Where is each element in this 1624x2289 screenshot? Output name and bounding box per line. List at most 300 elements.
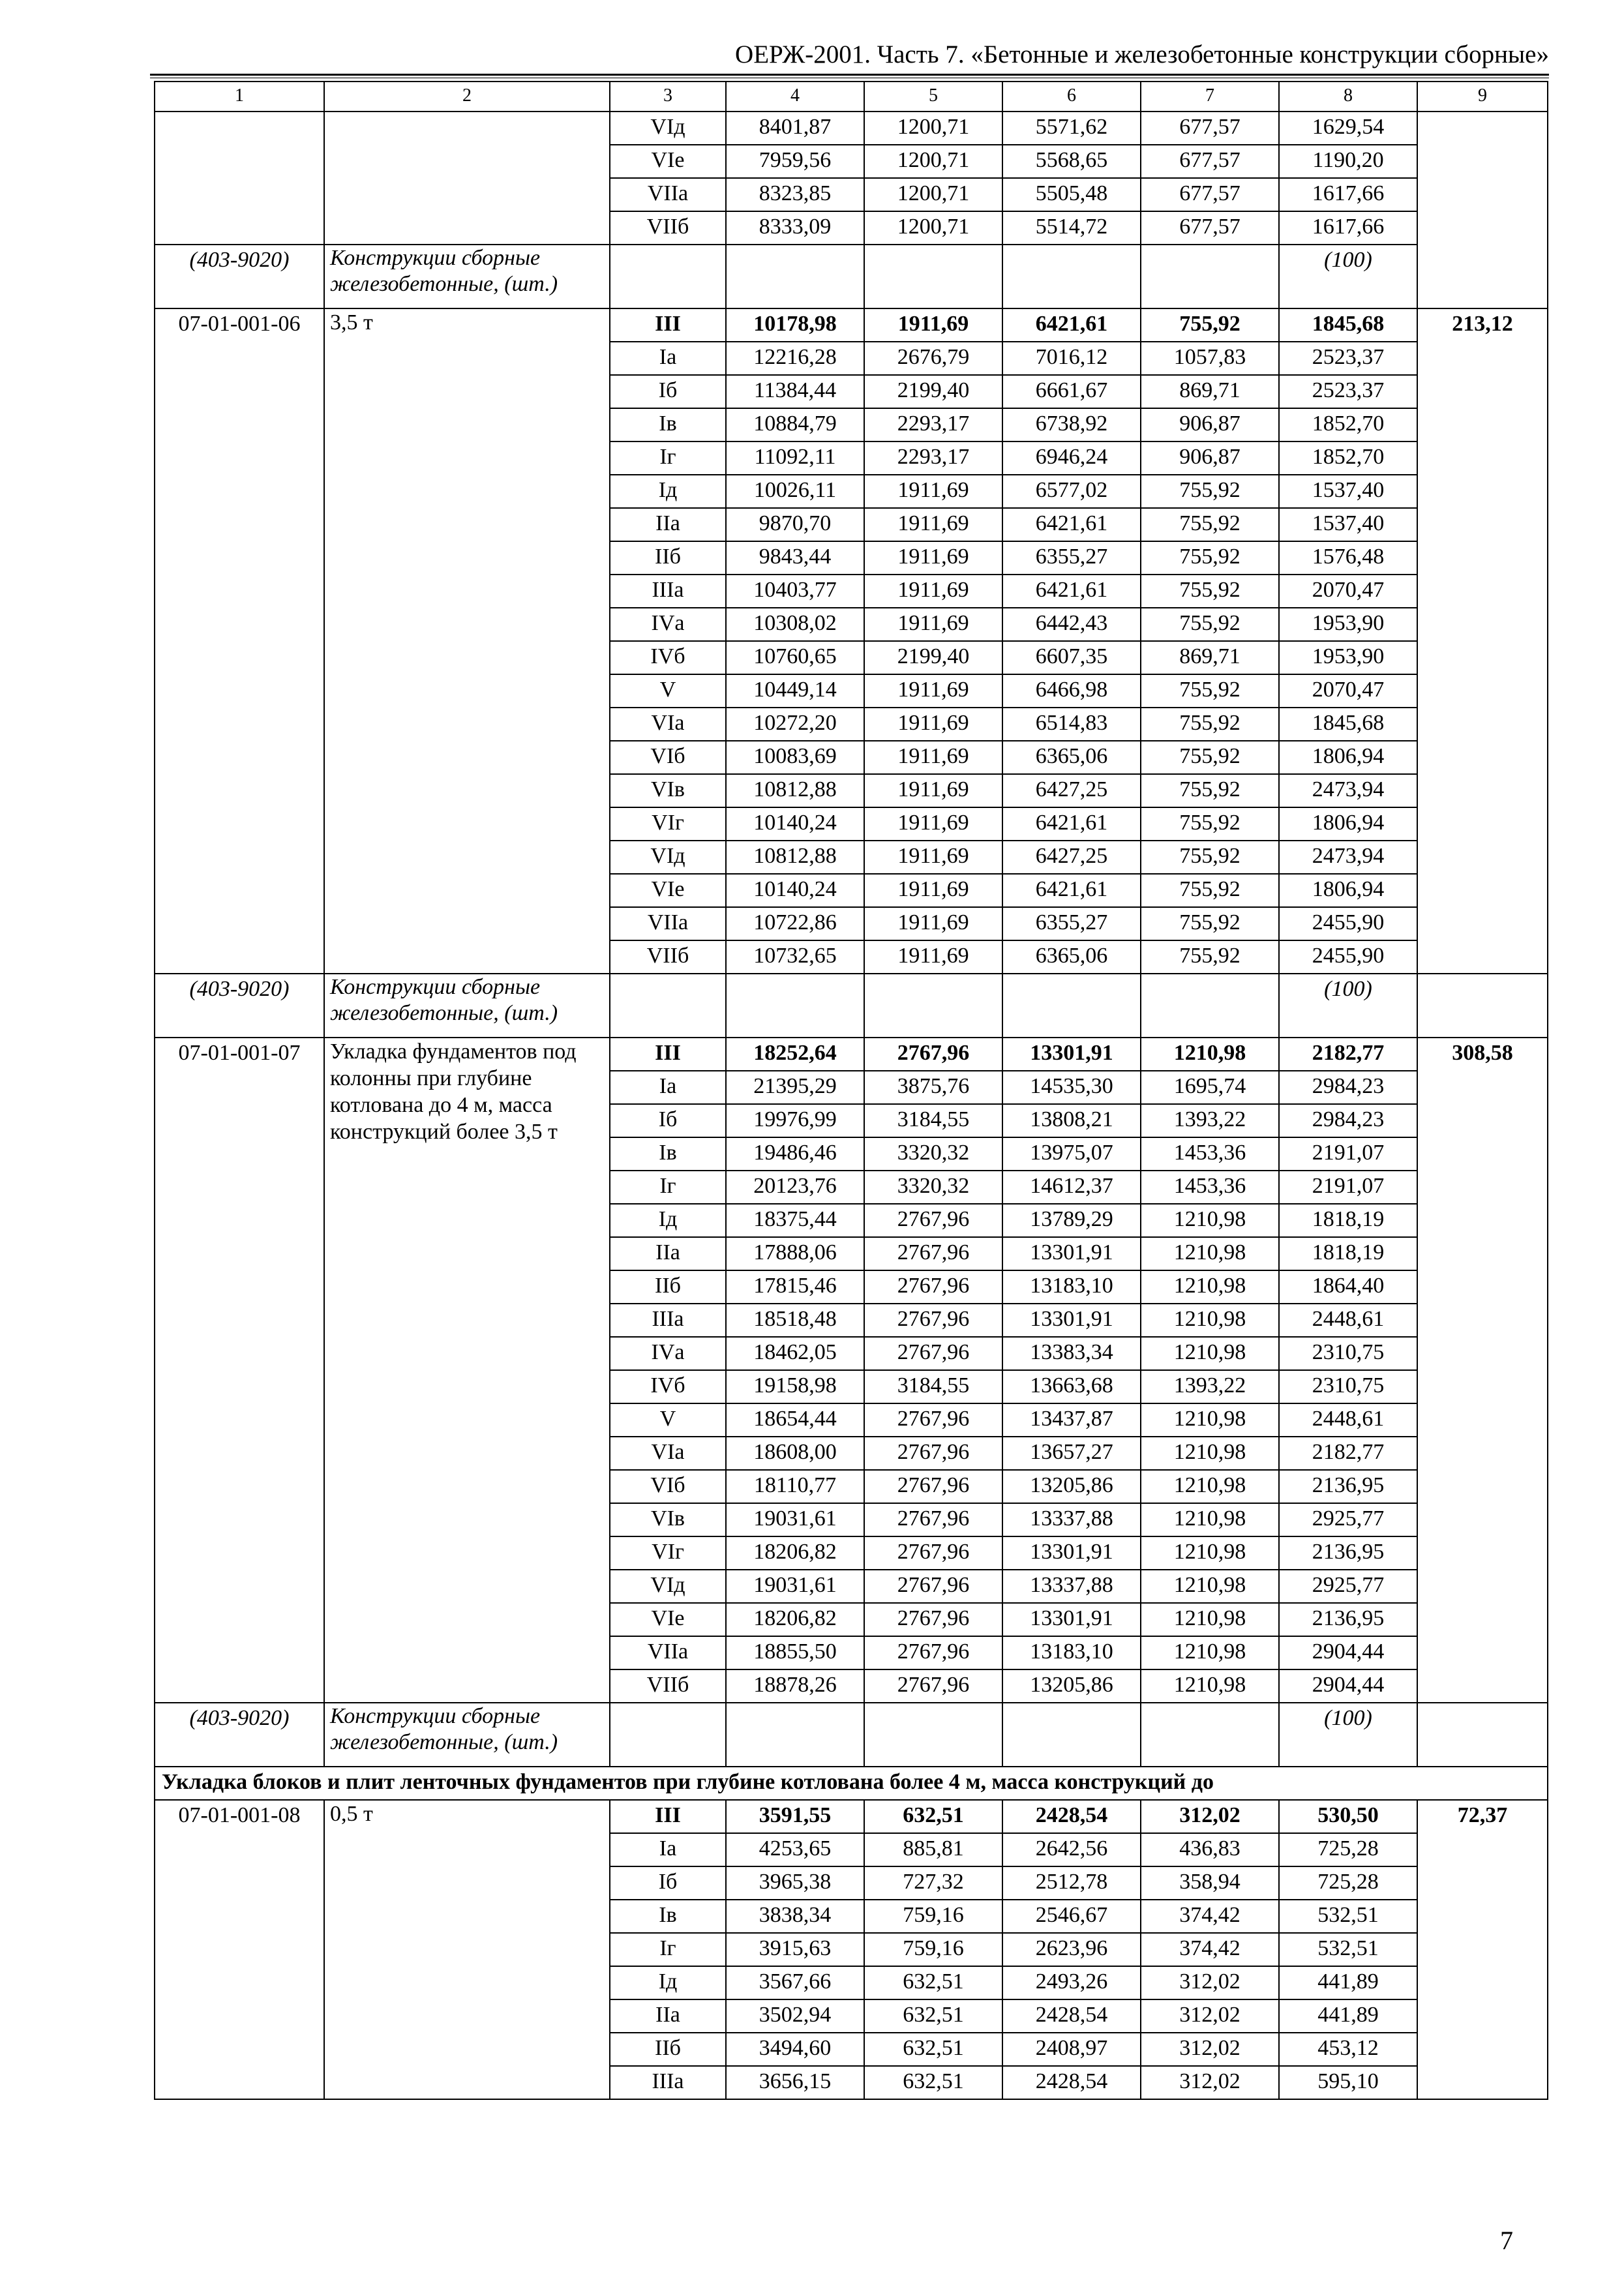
zone-cell: VIIб — [610, 211, 726, 245]
page-number: 7 — [1500, 2226, 1513, 2255]
machine-wages-cell: 677,57 — [1141, 211, 1279, 245]
machines-cell: 532,51 — [1279, 1933, 1417, 1966]
machines-cell: 2925,77 — [1279, 1503, 1417, 1536]
total-cost-cell: 9843,44 — [726, 541, 864, 575]
wages-cell: 1911,69 — [864, 807, 1002, 841]
machine-wages-cell: 1210,98 — [1141, 1636, 1279, 1669]
materials-cell: 2428,54 — [1002, 1800, 1141, 1833]
machine-wages-cell: 1393,22 — [1141, 1104, 1279, 1137]
machine-wages-cell: 755,92 — [1141, 541, 1279, 575]
zone-cell: Iв — [610, 1137, 726, 1171]
labor-cell: 308,58 — [1417, 1038, 1548, 1703]
wages-cell: 1911,69 — [864, 940, 1002, 974]
total-cost-cell: 8323,85 — [726, 178, 864, 211]
wages-cell: 2767,96 — [864, 1437, 1002, 1470]
machine-wages-cell: 755,92 — [1141, 508, 1279, 541]
resource-code: (403-9020) — [189, 248, 290, 272]
rate-desc-cell: 3,5 т — [324, 308, 610, 974]
materials-cell: 6466,98 — [1002, 674, 1141, 708]
section-heading-row — [155, 1767, 1548, 1800]
total-cost-cell: 8401,87 — [726, 112, 864, 145]
zone-cell: Iв — [610, 408, 726, 441]
zone-cell: Iа — [610, 342, 726, 375]
empty-cell — [1141, 974, 1279, 1038]
total-cost-cell: 18375,44 — [726, 1204, 864, 1237]
zone-cell: VIг — [610, 807, 726, 841]
machines-cell: 2182,77 — [1279, 1437, 1417, 1470]
zone-cell: IIIа — [610, 2066, 726, 2099]
zone-cell: Iг — [610, 1171, 726, 1204]
materials-cell: 13301,91 — [1002, 1038, 1141, 1071]
resource-qty: (100) — [1324, 977, 1372, 1001]
zone-cell: IVа — [610, 608, 726, 641]
machines-cell: 2191,07 — [1279, 1137, 1417, 1171]
total-cost-cell: 10884,79 — [726, 408, 864, 441]
wages-cell: 759,16 — [864, 1900, 1002, 1933]
empty-cell — [864, 245, 1002, 308]
materials-cell: 6442,43 — [1002, 608, 1141, 641]
rate-desc-cell: Укладка фундаментов под колонны при глубине котлована до 4 м, масса конструкций более 3,5 т — [324, 1038, 610, 1703]
table-header — [155, 82, 1548, 112]
wages-cell: 3320,32 — [864, 1137, 1002, 1171]
materials-cell: 13383,34 — [1002, 1337, 1141, 1370]
zone-cell: V — [610, 1403, 726, 1437]
wages-cell: 727,32 — [864, 1866, 1002, 1900]
resource-note-row — [155, 245, 1548, 308]
wages-cell: 2767,96 — [864, 1536, 1002, 1570]
machines-cell: 2070,47 — [1279, 674, 1417, 708]
materials-cell: 6427,25 — [1002, 841, 1141, 874]
wages-cell: 632,51 — [864, 2066, 1002, 2099]
total-cost-cell: 4253,65 — [726, 1833, 864, 1866]
materials-cell: 2512,78 — [1002, 1866, 1141, 1900]
materials-cell: 6421,61 — [1002, 308, 1141, 342]
materials-cell: 14612,37 — [1002, 1171, 1141, 1204]
materials-cell: 6421,61 — [1002, 508, 1141, 541]
machines-cell: 530,50 — [1279, 1800, 1417, 1833]
wages-cell: 2767,96 — [864, 1204, 1002, 1237]
machine-wages-cell: 755,92 — [1141, 807, 1279, 841]
wages-cell: 2767,96 — [864, 1503, 1002, 1536]
wages-cell: 1911,69 — [864, 907, 1002, 940]
machines-cell: 2136,95 — [1279, 1536, 1417, 1570]
machine-wages-cell: 1210,98 — [1141, 1536, 1279, 1570]
machine-wages-cell: 755,92 — [1141, 308, 1279, 342]
total-cost-cell: 10403,77 — [726, 575, 864, 608]
column-number: 9 — [1417, 82, 1548, 112]
total-cost-cell: 10026,11 — [726, 475, 864, 508]
wages-cell: 2293,17 — [864, 408, 1002, 441]
machines-cell: 2182,77 — [1279, 1038, 1417, 1071]
rate-desc-cell: 0,5 т — [324, 1800, 610, 2099]
total-cost-cell: 18608,00 — [726, 1437, 864, 1470]
total-cost-cell: 18206,82 — [726, 1603, 864, 1636]
machine-wages-cell: 1057,83 — [1141, 342, 1279, 375]
zone-cell: III — [610, 308, 726, 342]
empty-cell — [726, 974, 864, 1038]
materials-cell: 13183,10 — [1002, 1636, 1141, 1669]
wages-cell: 2767,96 — [864, 1669, 1002, 1703]
machines-cell: 1576,48 — [1279, 541, 1417, 575]
empty-cell — [1417, 1703, 1548, 1767]
total-cost-cell: 18110,77 — [726, 1470, 864, 1503]
total-cost-cell: 10083,69 — [726, 741, 864, 774]
wages-cell: 3320,32 — [864, 1171, 1002, 1204]
empty-cell — [1002, 1703, 1141, 1767]
total-cost-cell: 3591,55 — [726, 1800, 864, 1833]
empty-cell — [1002, 974, 1141, 1038]
materials-cell: 6607,35 — [1002, 641, 1141, 674]
machine-wages-cell: 755,92 — [1141, 774, 1279, 807]
materials-cell: 6946,24 — [1002, 441, 1141, 475]
resource-desc-cell — [324, 1703, 610, 1767]
zone-cell: VIIб — [610, 940, 726, 974]
zone-cell: Iг — [610, 1933, 726, 1966]
zone-cell: VIIа — [610, 1636, 726, 1669]
zone-cell: Iа — [610, 1833, 726, 1866]
zone-cell: Iв — [610, 1900, 726, 1933]
machines-cell: 1537,40 — [1279, 475, 1417, 508]
machines-cell: 532,51 — [1279, 1900, 1417, 1933]
total-cost-cell: 10732,65 — [726, 940, 864, 974]
table-row — [155, 112, 1548, 145]
total-cost-cell: 19976,99 — [726, 1104, 864, 1137]
machines-cell: 595,10 — [1279, 2066, 1417, 2099]
wages-cell: 2767,96 — [864, 1270, 1002, 1304]
materials-cell: 7016,12 — [1002, 342, 1141, 375]
empty-cell — [610, 974, 726, 1038]
machines-cell: 2523,37 — [1279, 342, 1417, 375]
rate-code-cell: 07-01-001-07 — [155, 1038, 324, 1703]
machines-cell: 453,12 — [1279, 2033, 1417, 2066]
machine-wages-cell: 312,02 — [1141, 2033, 1279, 2066]
resource-qty-cell — [1279, 974, 1417, 1038]
machine-wages-cell: 906,87 — [1141, 441, 1279, 475]
machines-cell: 2984,23 — [1279, 1071, 1417, 1104]
machines-cell: 1806,94 — [1279, 741, 1417, 774]
wages-cell: 632,51 — [864, 1999, 1002, 2033]
machines-cell: 1953,90 — [1279, 641, 1417, 674]
machines-cell: 1818,19 — [1279, 1237, 1417, 1270]
materials-cell: 5514,72 — [1002, 211, 1141, 245]
zone-cell: IIб — [610, 541, 726, 575]
machines-cell: 2904,44 — [1279, 1636, 1417, 1669]
rates-table — [154, 81, 1548, 2100]
wages-cell: 632,51 — [864, 2033, 1002, 2066]
machine-wages-cell: 1210,98 — [1141, 1603, 1279, 1636]
wages-cell: 1911,69 — [864, 608, 1002, 641]
total-cost-cell: 3965,38 — [726, 1866, 864, 1900]
resource-code: (403-9020) — [189, 977, 290, 1001]
machines-cell: 1617,66 — [1279, 211, 1417, 245]
page-header: ОЕРЖ-2001. Часть 7. «Бетонные и железобетонные конструкции сборные» — [735, 40, 1549, 68]
zone-cell: Iг — [610, 441, 726, 475]
labor-cell: 72,37 — [1417, 1800, 1548, 2099]
total-cost-cell: 21395,29 — [726, 1071, 864, 1104]
zone-cell: IIIа — [610, 575, 726, 608]
machine-wages-cell: 1210,98 — [1141, 1038, 1279, 1071]
machine-wages-cell: 755,92 — [1141, 874, 1279, 907]
column-number: 6 — [1002, 82, 1141, 112]
wages-cell: 2767,96 — [864, 1570, 1002, 1603]
total-cost-cell: 10812,88 — [726, 841, 864, 874]
wages-cell: 2767,96 — [864, 1603, 1002, 1636]
zone-cell: VIд — [610, 112, 726, 145]
zone-cell: V — [610, 674, 726, 708]
zone-cell: IIIа — [610, 1304, 726, 1337]
table-row — [155, 1800, 1548, 1833]
zone-cell: VIе — [610, 874, 726, 907]
resource-desc-cell — [324, 974, 610, 1038]
machines-cell: 1806,94 — [1279, 807, 1417, 841]
wages-cell: 1911,69 — [864, 508, 1002, 541]
zone-cell: IVб — [610, 1370, 726, 1403]
wages-cell: 1911,69 — [864, 708, 1002, 741]
materials-cell: 13657,27 — [1002, 1437, 1141, 1470]
empty-cell — [864, 1703, 1002, 1767]
machines-cell: 1806,94 — [1279, 874, 1417, 907]
total-cost-cell: 11384,44 — [726, 375, 864, 408]
machine-wages-cell: 906,87 — [1141, 408, 1279, 441]
machine-wages-cell: 755,92 — [1141, 940, 1279, 974]
zone-cell: VIIа — [610, 907, 726, 940]
materials-cell: 13301,91 — [1002, 1304, 1141, 1337]
wages-cell: 1911,69 — [864, 841, 1002, 874]
resource-qty: (100) — [1324, 248, 1372, 272]
section-heading: Укладка блоков и плит ленточных фундаментов при глубине котлована более 4 м, масса конструкций до — [155, 1767, 1548, 1800]
zone-cell: Iа — [610, 1071, 726, 1104]
wages-cell: 1911,69 — [864, 774, 1002, 807]
total-cost-cell: 19158,98 — [726, 1370, 864, 1403]
machine-wages-cell: 312,02 — [1141, 1966, 1279, 1999]
materials-cell: 6355,27 — [1002, 907, 1141, 940]
total-cost-cell: 18654,44 — [726, 1403, 864, 1437]
machine-wages-cell: 755,92 — [1141, 608, 1279, 641]
total-cost-cell: 9870,70 — [726, 508, 864, 541]
resource-desc: Конструкции сборные железобетонные, (шт.) — [330, 246, 558, 296]
resource-qty: (100) — [1324, 1706, 1372, 1730]
zone-cell: III — [610, 1800, 726, 1833]
wages-cell: 2199,40 — [864, 375, 1002, 408]
machines-cell: 1537,40 — [1279, 508, 1417, 541]
rate-code-cell: 07-01-001-08 — [155, 1800, 324, 2099]
machines-cell: 2448,61 — [1279, 1403, 1417, 1437]
machines-cell: 1845,68 — [1279, 308, 1417, 342]
total-cost-cell: 18462,05 — [726, 1337, 864, 1370]
wages-cell: 1200,71 — [864, 145, 1002, 178]
materials-cell: 13183,10 — [1002, 1270, 1141, 1304]
materials-cell: 13301,91 — [1002, 1603, 1141, 1636]
zone-cell: Iб — [610, 1104, 726, 1137]
materials-cell: 13205,86 — [1002, 1470, 1141, 1503]
wages-cell: 885,81 — [864, 1833, 1002, 1866]
total-cost-cell: 19031,61 — [726, 1503, 864, 1536]
total-cost-cell: 20123,76 — [726, 1171, 864, 1204]
machine-wages-cell: 436,83 — [1141, 1833, 1279, 1866]
wages-cell: 1911,69 — [864, 674, 1002, 708]
materials-cell: 2493,26 — [1002, 1966, 1141, 1999]
materials-cell: 6365,06 — [1002, 940, 1141, 974]
machine-wages-cell: 755,92 — [1141, 674, 1279, 708]
machines-cell: 1629,54 — [1279, 112, 1417, 145]
table-row — [155, 308, 1548, 342]
resource-desc-cell — [324, 245, 610, 308]
total-cost-cell: 3494,60 — [726, 2033, 864, 2066]
table-body — [155, 112, 1548, 2099]
machine-wages-cell: 312,02 — [1141, 1999, 1279, 2033]
rate-code-cell — [155, 112, 324, 245]
wages-cell: 2767,96 — [864, 1237, 1002, 1270]
machines-cell: 2925,77 — [1279, 1570, 1417, 1603]
materials-cell: 13437,87 — [1002, 1403, 1141, 1437]
zone-cell: VIд — [610, 841, 726, 874]
materials-cell: 6421,61 — [1002, 874, 1141, 907]
materials-cell: 14535,30 — [1002, 1071, 1141, 1104]
materials-cell: 6427,25 — [1002, 774, 1141, 807]
machines-cell: 2473,94 — [1279, 841, 1417, 874]
resource-code-cell — [155, 974, 324, 1038]
total-cost-cell: 19031,61 — [726, 1570, 864, 1603]
zone-cell: IIб — [610, 2033, 726, 2066]
wages-cell: 2767,96 — [864, 1470, 1002, 1503]
wages-cell: 1200,71 — [864, 211, 1002, 245]
machines-cell: 2904,44 — [1279, 1669, 1417, 1703]
machine-wages-cell: 312,02 — [1141, 2066, 1279, 2099]
wages-cell: 3184,55 — [864, 1370, 1002, 1403]
machines-cell: 2310,75 — [1279, 1337, 1417, 1370]
wages-cell: 1911,69 — [864, 741, 1002, 774]
machine-wages-cell: 1393,22 — [1141, 1370, 1279, 1403]
machines-cell: 2455,90 — [1279, 907, 1417, 940]
materials-cell: 2428,54 — [1002, 1999, 1141, 2033]
total-cost-cell: 10272,20 — [726, 708, 864, 741]
column-number: 8 — [1279, 82, 1417, 112]
materials-cell: 6355,27 — [1002, 541, 1141, 575]
materials-cell: 6365,06 — [1002, 741, 1141, 774]
zone-cell: Iд — [610, 1966, 726, 1999]
zone-cell: Iб — [610, 375, 726, 408]
total-cost-cell: 7959,56 — [726, 145, 864, 178]
zone-cell: VIа — [610, 708, 726, 741]
machines-cell: 2448,61 — [1279, 1304, 1417, 1337]
column-number-row — [155, 82, 1548, 112]
materials-cell: 13663,68 — [1002, 1370, 1141, 1403]
zone-cell: VIе — [610, 1603, 726, 1636]
wages-cell: 2293,17 — [864, 441, 1002, 475]
machines-cell: 2455,90 — [1279, 940, 1417, 974]
empty-cell — [610, 1703, 726, 1767]
machine-wages-cell: 677,57 — [1141, 178, 1279, 211]
wages-cell: 2767,96 — [864, 1038, 1002, 1071]
machine-wages-cell: 1210,98 — [1141, 1304, 1279, 1337]
zone-cell: VIе — [610, 145, 726, 178]
wages-cell: 1200,71 — [864, 112, 1002, 145]
materials-cell: 2428,54 — [1002, 2066, 1141, 2099]
resource-code-cell — [155, 1703, 324, 1767]
materials-cell: 2408,97 — [1002, 2033, 1141, 2066]
zone-cell: IVа — [610, 1337, 726, 1370]
column-number: 2 — [324, 82, 610, 112]
wages-cell: 2767,96 — [864, 1403, 1002, 1437]
total-cost-cell: 10178,98 — [726, 308, 864, 342]
zone-cell: Iд — [610, 475, 726, 508]
zone-cell: VIв — [610, 1503, 726, 1536]
resource-desc: Конструкции сборные железобетонные, (шт.) — [330, 975, 558, 1025]
total-cost-cell: 18252,64 — [726, 1038, 864, 1071]
zone-cell: VIд — [610, 1570, 726, 1603]
total-cost-cell: 10812,88 — [726, 774, 864, 807]
wages-cell: 2767,96 — [864, 1337, 1002, 1370]
total-cost-cell: 8333,09 — [726, 211, 864, 245]
zone-cell: Iб — [610, 1866, 726, 1900]
machine-wages-cell: 1210,98 — [1141, 1337, 1279, 1370]
wages-cell: 1911,69 — [864, 575, 1002, 608]
materials-cell: 13301,91 — [1002, 1237, 1141, 1270]
machines-cell: 2070,47 — [1279, 575, 1417, 608]
machine-wages-cell: 677,57 — [1141, 145, 1279, 178]
machine-wages-cell: 1210,98 — [1141, 1403, 1279, 1437]
column-number: 4 — [726, 82, 864, 112]
total-cost-cell: 10449,14 — [726, 674, 864, 708]
total-cost-cell: 3567,66 — [726, 1966, 864, 1999]
empty-cell — [726, 245, 864, 308]
total-cost-cell: 12216,28 — [726, 342, 864, 375]
empty-cell — [1417, 974, 1548, 1038]
machine-wages-cell: 869,71 — [1141, 375, 1279, 408]
wages-cell: 3184,55 — [864, 1104, 1002, 1137]
materials-cell: 2623,96 — [1002, 1933, 1141, 1966]
resource-note-row — [155, 974, 1548, 1038]
labor-cell: 213,12 — [1417, 308, 1548, 974]
materials-cell: 5568,65 — [1002, 145, 1141, 178]
machines-cell: 725,28 — [1279, 1866, 1417, 1900]
resource-code: (403-9020) — [189, 1706, 290, 1730]
rate-desc-cell — [324, 112, 610, 245]
machines-cell: 2473,94 — [1279, 774, 1417, 807]
machine-wages-cell: 1210,98 — [1141, 1437, 1279, 1470]
materials-cell: 6661,67 — [1002, 375, 1141, 408]
resource-desc: Конструкции сборные железобетонные, (шт.) — [330, 1704, 558, 1754]
zone-cell: VIб — [610, 1470, 726, 1503]
machines-cell: 1818,19 — [1279, 1204, 1417, 1237]
empty-cell — [1002, 245, 1141, 308]
machines-cell: 1852,70 — [1279, 408, 1417, 441]
wages-cell: 1911,69 — [864, 541, 1002, 575]
zone-cell: IIа — [610, 508, 726, 541]
total-cost-cell: 3502,94 — [726, 1999, 864, 2033]
materials-cell: 6577,02 — [1002, 475, 1141, 508]
header-rule — [150, 74, 1549, 76]
materials-cell: 6421,61 — [1002, 575, 1141, 608]
table-row — [155, 1038, 1548, 1071]
zone-cell: VIIб — [610, 1669, 726, 1703]
wages-cell: 2199,40 — [864, 641, 1002, 674]
labor-cell — [1417, 112, 1548, 308]
total-cost-cell: 18518,48 — [726, 1304, 864, 1337]
machine-wages-cell: 374,42 — [1141, 1900, 1279, 1933]
machine-wages-cell: 755,92 — [1141, 708, 1279, 741]
machine-wages-cell: 755,92 — [1141, 841, 1279, 874]
machines-cell: 2136,95 — [1279, 1470, 1417, 1503]
zone-cell: VIг — [610, 1536, 726, 1570]
total-cost-cell: 19486,46 — [726, 1137, 864, 1171]
machines-cell: 2984,23 — [1279, 1104, 1417, 1137]
resource-qty-cell — [1279, 245, 1417, 308]
zone-cell: VIа — [610, 1437, 726, 1470]
column-number: 7 — [1141, 82, 1279, 112]
machine-wages-cell: 677,57 — [1141, 112, 1279, 145]
zone-cell: Iд — [610, 1204, 726, 1237]
